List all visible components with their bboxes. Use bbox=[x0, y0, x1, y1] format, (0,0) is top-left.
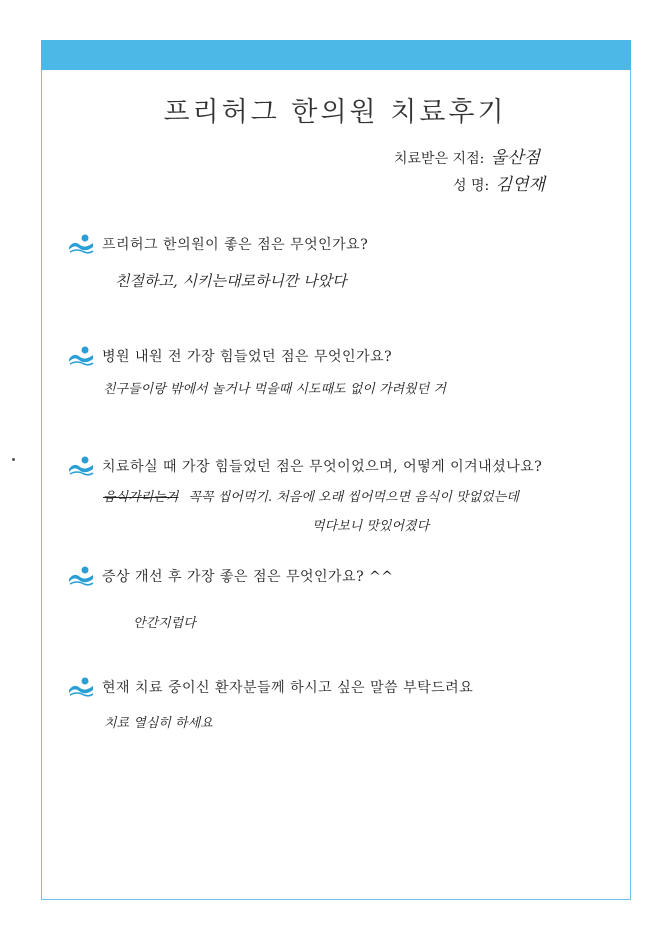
question-3-text: 치료하실 때 가장 힘들었던 점은 무엇이었으며, 어떻게 이겨내셨나요? bbox=[102, 459, 543, 475]
question-3 bbox=[68, 455, 542, 477]
wave-person-icon bbox=[68, 345, 94, 367]
scan-speck bbox=[12, 458, 15, 461]
wave-person-icon bbox=[68, 565, 94, 587]
answer-5: 치료 열심히 하세요 bbox=[104, 716, 213, 731]
name-value: 김연재 bbox=[495, 175, 545, 195]
wave-person-icon bbox=[68, 233, 94, 255]
question-1 bbox=[68, 233, 368, 255]
answer-1: 친절하고, 시키는대로하니깐 나았다 bbox=[115, 272, 347, 290]
question-4-text: 증상 개선 후 가장 좋은 점은 무엇인가요? ^^ bbox=[102, 569, 394, 585]
wave-person-icon bbox=[68, 455, 94, 477]
answer-2: 친구들이랑 밖에서 놀거나 먹을때 시도때도 없이 가려웠던 거 bbox=[103, 382, 446, 397]
answer-3-line-1 bbox=[103, 486, 519, 505]
question-5-text: 현재 치료 중이신 환자분들께 하시고 싶은 말씀 부탁드려요 bbox=[102, 680, 474, 696]
header-band bbox=[41, 40, 631, 70]
page-title: 프리허그 한의원 치료후기 bbox=[163, 97, 507, 128]
question-2 bbox=[68, 345, 392, 367]
name-label: 성 명: bbox=[453, 178, 490, 194]
name-row bbox=[453, 170, 545, 195]
question-4 bbox=[68, 565, 394, 587]
answer-3-text: 꼭꼭 씹어먹기. 처음에 오래 씹어먹으면 음식이 맛없었는데 bbox=[188, 490, 519, 505]
question-1-text: 프리허그 한의원이 좋은 점은 무엇인가요? bbox=[102, 237, 369, 253]
question-2-text: 병원 내원 전 가장 힘들었던 점은 무엇인가요? bbox=[102, 349, 393, 365]
branch-row bbox=[394, 143, 540, 168]
answer-3-line-2: 먹다보니 맛있어졌다 bbox=[312, 519, 430, 534]
question-5 bbox=[68, 676, 473, 698]
branch-label: 치료받은 지점: bbox=[394, 151, 485, 167]
branch-value: 울산점 bbox=[490, 148, 541, 168]
answer-3-struck-text: 음식가리는거 bbox=[103, 490, 179, 505]
answer-4: 안간지럽다 bbox=[133, 616, 196, 631]
wave-person-icon bbox=[68, 676, 94, 698]
